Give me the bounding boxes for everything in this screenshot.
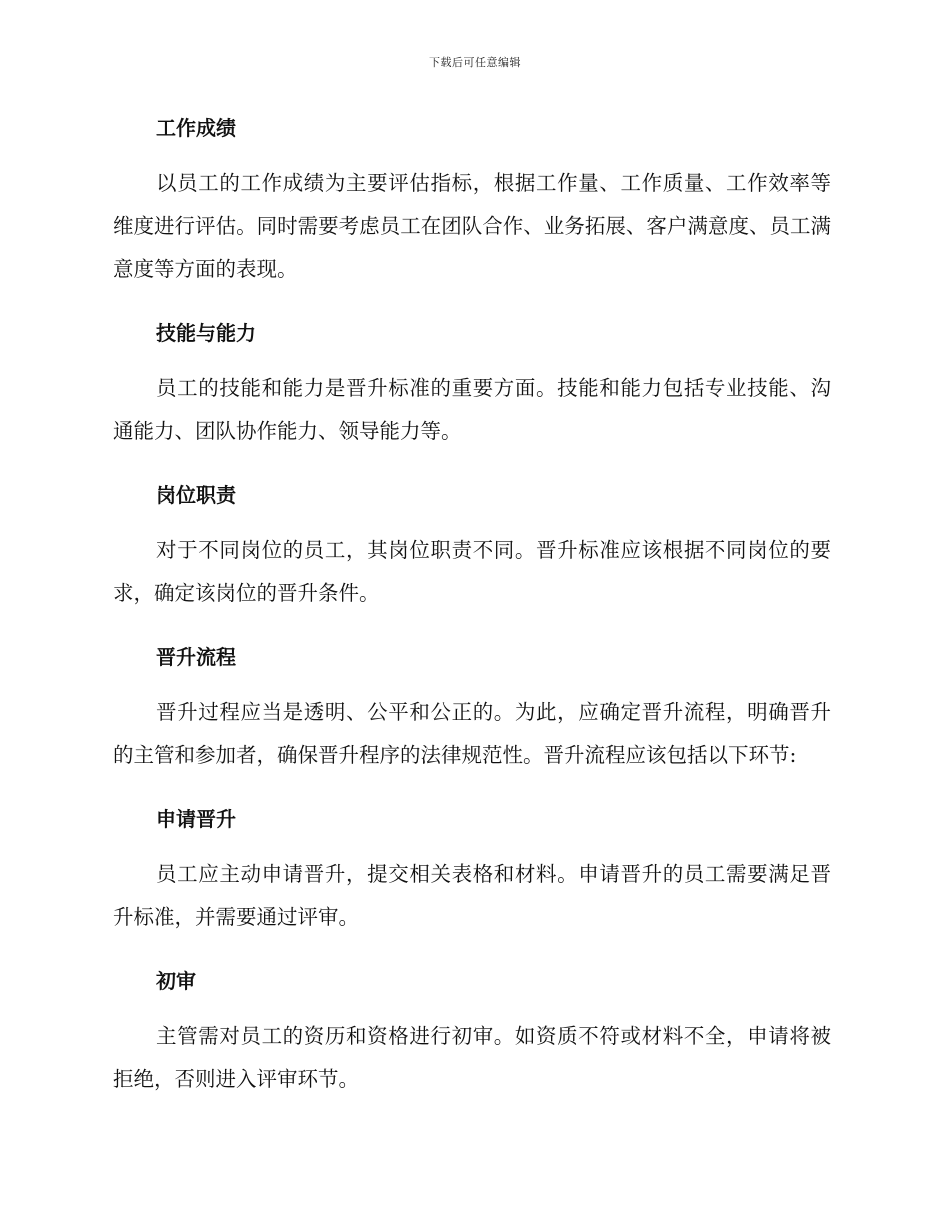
section-body: 对于不同岗位的员工，其岗位职责不同。晋升标准应该根据不同岗位的要求，确定该岗位的晋升条件。 — [113, 538, 831, 605]
section-title: 申请晋升 — [156, 807, 236, 831]
section-apply-promotion — [113, 799, 831, 939]
section-body: 晋升过程应当是透明、公平和公正的。为此，应确定晋升流程，明确晋升的主管和参加者，确保晋升程序的法律规范性。晋升流程应该包括以下环节: — [113, 700, 831, 767]
section-title: 岗位职责 — [156, 483, 236, 507]
section-skills-abilities — [113, 313, 831, 453]
section-title: 晋升流程 — [156, 645, 236, 669]
section-work-performance — [113, 108, 831, 291]
section-title: 初审 — [156, 969, 196, 993]
section-title: 技能与能力 — [156, 321, 256, 345]
section-body: 员工应主动申请晋升，提交相关表格和材料。申请晋升的员工需要满足晋升标准，并需要通过评审。 — [113, 862, 831, 929]
section-job-duties — [113, 475, 831, 615]
section-body: 员工的技能和能力是晋升标准的重要方面。技能和能力包括专业技能、沟通能力、团队协作能力、领导能力等。 — [113, 376, 831, 443]
section-preliminary-review — [113, 961, 831, 1101]
section-body: 主管需对员工的资历和资格进行初审。如资质不符或材料不全，申请将被拒绝，否则进入评审环节。 — [113, 1024, 831, 1091]
section-title: 工作成绩 — [156, 116, 236, 140]
header-note: 下载后可任意编辑 — [429, 56, 521, 69]
document-content — [113, 108, 831, 1109]
section-body: 以员工的工作成绩为主要评估指标，根据工作量、工作质量、工作效率等维度进行评估。同时需要考虑员工在团队合作、业务拓展、客户满意度、员工满意度等方面的表现。 — [113, 171, 831, 281]
section-promotion-process — [113, 637, 831, 777]
